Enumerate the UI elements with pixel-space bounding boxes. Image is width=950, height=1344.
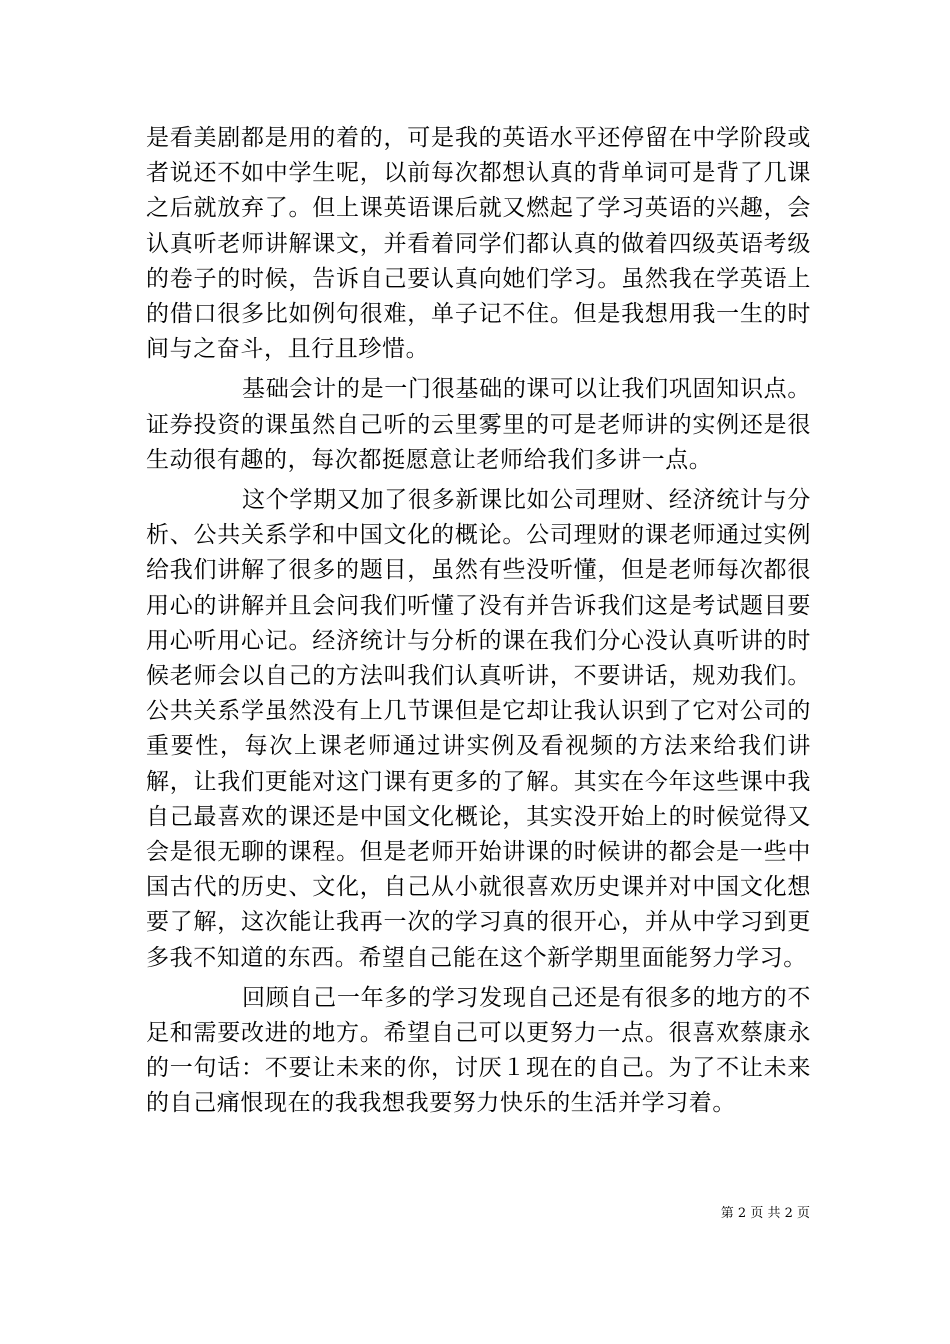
paragraph-review: 回顾自己一年多的学习发现自己还是有很多的地方的不足和需要改进的地方。希望自己可以更努力一点。很喜欢蔡康永的一句话：不要让未来的你，讨厌１现在的自己。为了不让未来的自己痛恨现在的我我想我要努力快乐的生活并学习着。: [146, 984, 811, 1117]
page-number-footer: 第 2 页 共 2 页: [720, 1206, 810, 1221]
paragraph-english-study: 是看美剧都是用的着的，可是我的英语水平还停留在中学阶段或者说还不如中学生呢，以前每次都想认真的背单词可是背了几课之后就放弃了。但上课英语课后就又燃起了学习英语的兴趣，会认真听老师讲解课文，并看着同学们都认真的做着四级英语考级的卷子的时候，告诉自己要认真向她们学习。虽然我在学英语上的借口很多比如例句很难，单子记不住。但是我想用我一生的时间与之奋斗，且行且珍惜。: [146, 125, 811, 363]
document-body: [146, 121, 811, 1122]
paragraph-new-courses: 这个学期又加了很多新课比如公司理财、经济统计与分析、公共关系学和中国文化的概论。公司理财的课老师通过实例给我们讲解了很多的题目，虽然有些没听懂，但是老师每次都很用心的讲解并且会问我们听懂了没有并告诉我们这是考试题目要用心听用心记。经济统计与分析的课在我们分心没认真听讲的时候老师会以自己的方法叫我们认真听讲，不要讲话，规劝我们。公共关系学虽然没有上几节课但是它却让我认识到了它对公司的重要性，每次上课老师通过讲实例及看视频的方法来给我们讲解，让我们更能对这门课有更多的了解。其实在今年这些课中我自己最喜欢的课还是中国文化概论，其实没开始上的时候觉得又会是很无聊的课程。但是老师开始讲课的时候讲的都会是一些中国古代的历史、文化，自己从小就很喜欢历史课并对中国文化想要了解，这次能让我再一次的学习真的很开心，并从中学习到更多我不知道的东西。希望自己能在这个新学期里面能努力学习。: [146, 487, 811, 971]
paragraph-accounting: 基础会计的是一门很基础的课可以让我们巩固知识点。证券投资的课虽然自己听的云里雾里的可是老师讲的实例还是很生动很有趣的，每次都挺愿意让老师给我们多讲一点。: [146, 376, 811, 473]
